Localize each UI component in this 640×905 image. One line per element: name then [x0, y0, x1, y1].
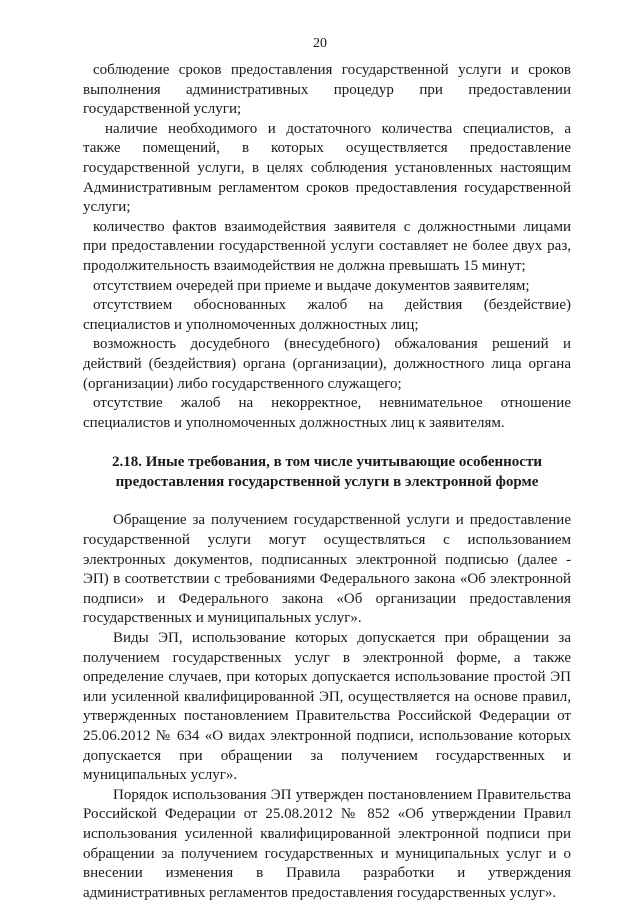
- page-content: [83, 61, 571, 903]
- list-item: возможность досудебного (внесудебного) обжалования решений и действий (бездействия) органа (организации), должностного лица органа (организации) либо государственного служащего;: [83, 336, 571, 392]
- section-heading: [83, 453, 571, 492]
- section-heading-line-1: 2.18. Иные требования, в том числе учитывающие особенности: [112, 454, 542, 471]
- list-item: отсутствием очередей при приеме и выдаче документов заявителям;: [93, 277, 530, 294]
- body-paragraph: Виды ЭП, использование которых допускается при обращении за получением государственных услуг в электронной форме, а также определение случаев, при которых допускается использование простой ЭП или усиленной квалифицированной ЭП, осуществляется на основе правил, утвержденных постановлением Правительства Российской Федерации от 25.06.2012 № 634 «О видах электронной подписи, использование которых допускается при обращении за получением государственных и муниципальных услуг».: [83, 630, 571, 784]
- body-paragraph: Порядок использования ЭП утвержден постановлением Правительства Российской Федерации от 25.08.2012 № 852 «Об утверждении Правил использования усиленной квалифицированной электронной подписи при обращении за получением государственных и муниципальных услуг и о внесении изменения в Правила разработки и утверждения административных регламентов предоставления государственных услуг».: [83, 786, 571, 901]
- list-item: отсутствием обоснованных жалоб на действия (бездействие) специалистов и уполномоченных должностных лиц;: [83, 297, 571, 333]
- list-item: отсутствие жалоб на некорректное, невнимательное отношение специалистов и уполномоченных должностных лиц к заявителям.: [83, 395, 571, 431]
- section-heading-line-2: предоставления государственной услуги в электронной форме: [115, 473, 539, 490]
- list-item: наличие необходимого и достаточного количества специалистов, а также помещений, в которых осуществляется предоставление государственной услуги, в целях соблюдения установленных настоящим Административным регламентом сроков предоставления государственной услуги;: [83, 120, 571, 216]
- page-number: 20: [313, 36, 327, 51]
- list-item: соблюдение сроков предоставления государственной услуги и сроков выполнения административных процедур при предоставлении государственной услуги;: [83, 62, 571, 118]
- list-item: количество фактов взаимодействия заявителя с должностными лицами при предоставлении государственной услуги составляет не более двух раз, продолжительность взаимодействия не должна превышать 15 минут;: [83, 218, 571, 274]
- body-paragraph: Обращение за получением государственной услуги и предоставление государственной услуги могут осуществляться с использованием электронных документов, подписанных электронной подписью (далее - ЭП) в соответствии с требованиями Федерального закона «Об электронной подписи» и Федерального закона «Об организации предоставления государственных и муниципальных услуг».: [83, 512, 571, 627]
